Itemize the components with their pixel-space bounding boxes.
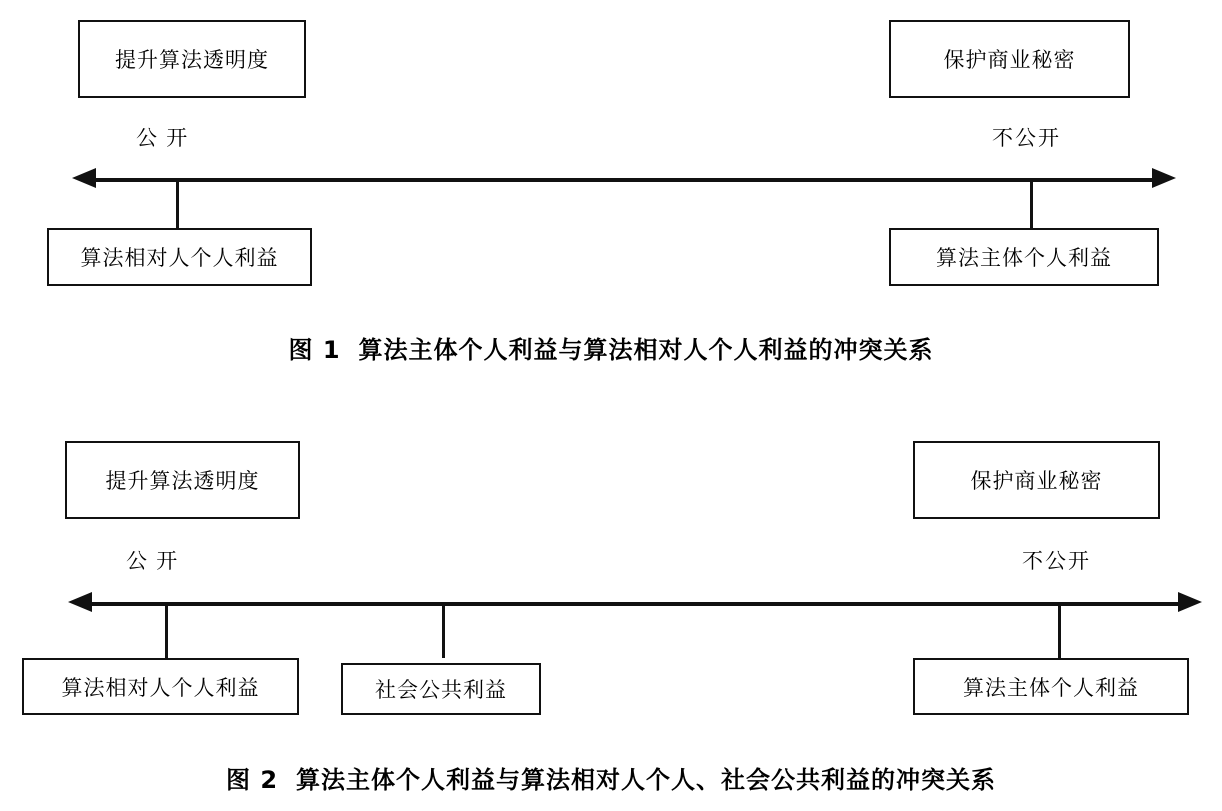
box-relative-party-interest-1: 算法相对人个人利益 xyxy=(47,228,312,286)
axis-label-nonpublic-2: 不公开 xyxy=(1022,549,1091,573)
axis-label-public-2: 公 开 xyxy=(126,549,180,573)
box-relative-party-interest-2: 算法相对人个人利益 xyxy=(22,658,299,715)
axis-tick-1a xyxy=(176,178,179,228)
axis-label-nonpublic-1: 不公开 xyxy=(992,126,1061,150)
axis-label-public-1: 公 开 xyxy=(136,126,190,150)
figure-1-caption-number: 图 1 xyxy=(288,336,341,364)
box-subject-interest-1: 算法主体个人利益 xyxy=(889,228,1159,286)
axis-tick-1b xyxy=(1030,178,1033,228)
figure-2-caption xyxy=(0,760,1222,795)
axis-tick-2a xyxy=(165,602,168,658)
box-public-interest-2: 社会公共利益 xyxy=(341,663,541,715)
axis-tick-2c xyxy=(1058,602,1061,658)
figure-2-caption-text: 算法主体个人利益与算法相对人个人、社会公共利益的冲突关系 xyxy=(296,766,997,794)
arrow-head-right-1 xyxy=(1152,168,1176,188)
axis-line-1 xyxy=(96,178,1152,182)
box-trade-secret-1: 保护商业秘密 xyxy=(889,20,1130,98)
arrow-head-left-2 xyxy=(68,592,92,612)
axis-line-2 xyxy=(92,602,1178,606)
figure-1-caption xyxy=(0,330,1222,365)
box-transparency-2: 提升算法透明度 xyxy=(65,441,300,519)
box-transparency-1: 提升算法透明度 xyxy=(78,20,306,98)
axis-tick-2b xyxy=(442,602,445,658)
arrow-head-right-2 xyxy=(1178,592,1202,612)
box-trade-secret-2: 保护商业秘密 xyxy=(913,441,1160,519)
box-subject-interest-2: 算法主体个人利益 xyxy=(913,658,1189,715)
figure-2-caption-number: 图 2 xyxy=(225,766,279,794)
arrow-head-left-1 xyxy=(72,168,96,188)
figure-1-caption-text: 算法主体个人利益与算法相对人个人利益的冲突关系 xyxy=(358,336,934,364)
